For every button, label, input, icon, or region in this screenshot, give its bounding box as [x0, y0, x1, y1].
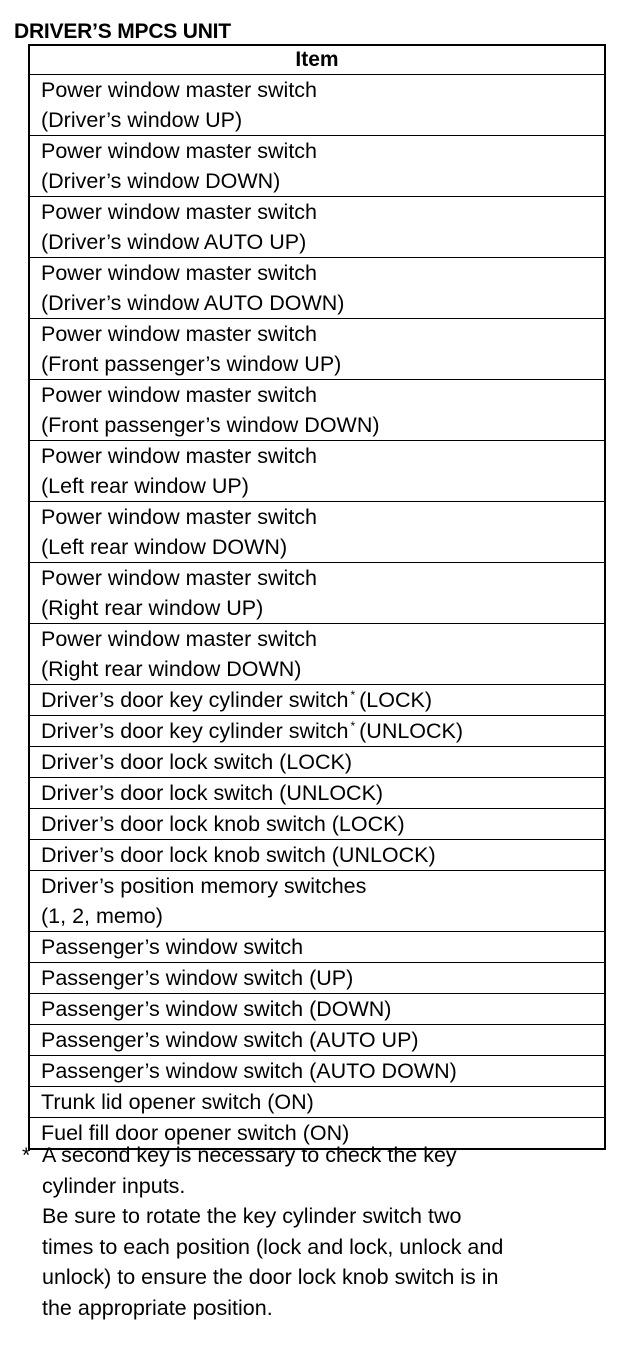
footnote-text	[42, 1140, 622, 1323]
table-cell-item	[29, 1056, 605, 1087]
table-row	[29, 197, 605, 258]
table-row	[29, 747, 605, 778]
table-cell-item	[29, 502, 605, 563]
table-body	[29, 75, 605, 1150]
table-cell-item	[29, 716, 605, 747]
table-row	[29, 1056, 605, 1087]
table-row	[29, 778, 605, 809]
item-text-line1: Passenger’s window switch	[41, 935, 304, 959]
table-cell-item	[29, 380, 605, 441]
table-row	[29, 136, 605, 197]
item-text-line1: Power window master switch	[41, 566, 318, 590]
table-cell-item	[29, 747, 605, 778]
item-text-line2: (Front passenger’s window DOWN)	[41, 413, 380, 437]
items-table	[28, 44, 606, 1150]
item-text-line1: Power window master switch	[41, 139, 318, 163]
item-text-line1: Passenger’s window switch (UP)	[41, 966, 354, 990]
table-cell-item	[29, 685, 605, 716]
item-text-line1: Power window master switch	[41, 627, 318, 651]
table-row	[29, 840, 605, 871]
footnote-line: times to each position (lock and lock, unlock and	[42, 1234, 504, 1259]
item-text-line1: Driver’s door lock switch (UNLOCK)	[41, 781, 384, 805]
table-cell-item	[29, 1025, 605, 1056]
item-text-line1: Fuel fill door opener switch (ON)	[41, 1121, 350, 1145]
table-header-row	[29, 45, 605, 75]
table-row	[29, 75, 605, 136]
item-text-line1: Driver’s position memory switches	[41, 874, 367, 898]
footnote-line: Be sure to rotate the key cylinder switch two	[42, 1204, 462, 1228]
table-row	[29, 809, 605, 840]
table-cell-item	[29, 197, 605, 258]
item-text-line1: Driver’s door key cylinder switch	[41, 688, 349, 712]
footnote-line: unlock) to ensure the door lock knob switch is in	[42, 1265, 499, 1289]
item-text-line2: (Driver’s window AUTO UP)	[41, 230, 307, 254]
item-text-line1: Driver’s door lock switch (LOCK)	[41, 750, 353, 774]
footnote-line: the appropriate position.	[42, 1295, 273, 1320]
column-header-item: Item	[29, 45, 605, 75]
item-text-suffix: (UNLOCK)	[359, 719, 464, 743]
item-text-line1: Passenger’s window switch (AUTO DOWN)	[41, 1059, 457, 1083]
table-row	[29, 716, 605, 747]
item-text-line2: (Left rear window DOWN)	[41, 535, 288, 559]
item-text-line1: Power window master switch	[41, 78, 318, 102]
table-cell-item	[29, 994, 605, 1025]
table-row	[29, 441, 605, 502]
item-text-suffix: (LOCK)	[359, 688, 433, 712]
item-text-line1: Driver’s door lock knob switch (UNLOCK)	[41, 843, 436, 867]
table-cell-item	[29, 1087, 605, 1118]
footnote-line: cylinder inputs.	[42, 1173, 186, 1198]
item-text-line2: (Left rear window UP)	[41, 474, 249, 498]
footnote-reference-mark: *	[350, 687, 356, 702]
footnote-line: A second key is necessary to check the key	[42, 1143, 457, 1167]
table-cell-item	[29, 963, 605, 994]
table-row	[29, 319, 605, 380]
item-text-line2: (Right rear window DOWN)	[41, 657, 302, 681]
table-row	[29, 932, 605, 963]
table-row	[29, 563, 605, 624]
table-cell-item	[29, 75, 605, 136]
item-text-line1: Power window master switch	[41, 505, 318, 529]
footnote-reference-mark: *	[350, 718, 356, 733]
table-cell-item	[29, 563, 605, 624]
item-text-line1: Power window master switch	[41, 322, 318, 346]
table-row	[29, 1087, 605, 1118]
item-text-line1: Driver’s door lock knob switch (LOCK)	[41, 812, 405, 836]
table-cell-item	[29, 840, 605, 871]
table-cell-item	[29, 624, 605, 685]
item-text-line1: Power window master switch	[41, 200, 318, 224]
item-text-line2: (Driver’s window AUTO DOWN)	[41, 291, 345, 315]
item-text-line1: Power window master switch	[41, 444, 318, 468]
item-text-line2: (1, 2, memo)	[41, 904, 163, 928]
table-cell-item	[29, 136, 605, 197]
item-text-line1: Driver’s door key cylinder switch	[41, 719, 349, 743]
table-row	[29, 871, 605, 932]
item-text-line2: (Driver’s window UP)	[41, 108, 243, 132]
table-row	[29, 624, 605, 685]
footnote-marker: *	[22, 1143, 31, 1167]
table-cell-item	[29, 258, 605, 319]
item-text-line2: (Front passenger’s window UP)	[41, 352, 342, 376]
table-cell-item	[29, 809, 605, 840]
item-text-line2: (Driver’s window DOWN)	[41, 169, 281, 193]
table-cell-item	[29, 932, 605, 963]
item-text-line1: Trunk lid opener switch (ON)	[41, 1090, 314, 1114]
table-row	[29, 994, 605, 1025]
table-row	[29, 380, 605, 441]
item-text-line1: Passenger’s window switch (AUTO UP)	[41, 1028, 419, 1052]
item-text-line2: (Right rear window UP)	[41, 596, 264, 620]
item-text-line1: Passenger’s window switch (DOWN)	[41, 997, 392, 1021]
footnote	[22, 1140, 622, 1323]
item-text-line1: Power window master switch	[41, 383, 318, 407]
table-row	[29, 258, 605, 319]
table-cell-item	[29, 441, 605, 502]
document-title: DRIVER’S MPCS UNIT	[14, 20, 231, 43]
table-row	[29, 502, 605, 563]
table-cell-item	[29, 319, 605, 380]
table-cell-item	[29, 871, 605, 932]
table-row	[29, 685, 605, 716]
item-text-line1: Power window master switch	[41, 261, 318, 285]
table-row	[29, 963, 605, 994]
table-row	[29, 1025, 605, 1056]
table-cell-item	[29, 778, 605, 809]
